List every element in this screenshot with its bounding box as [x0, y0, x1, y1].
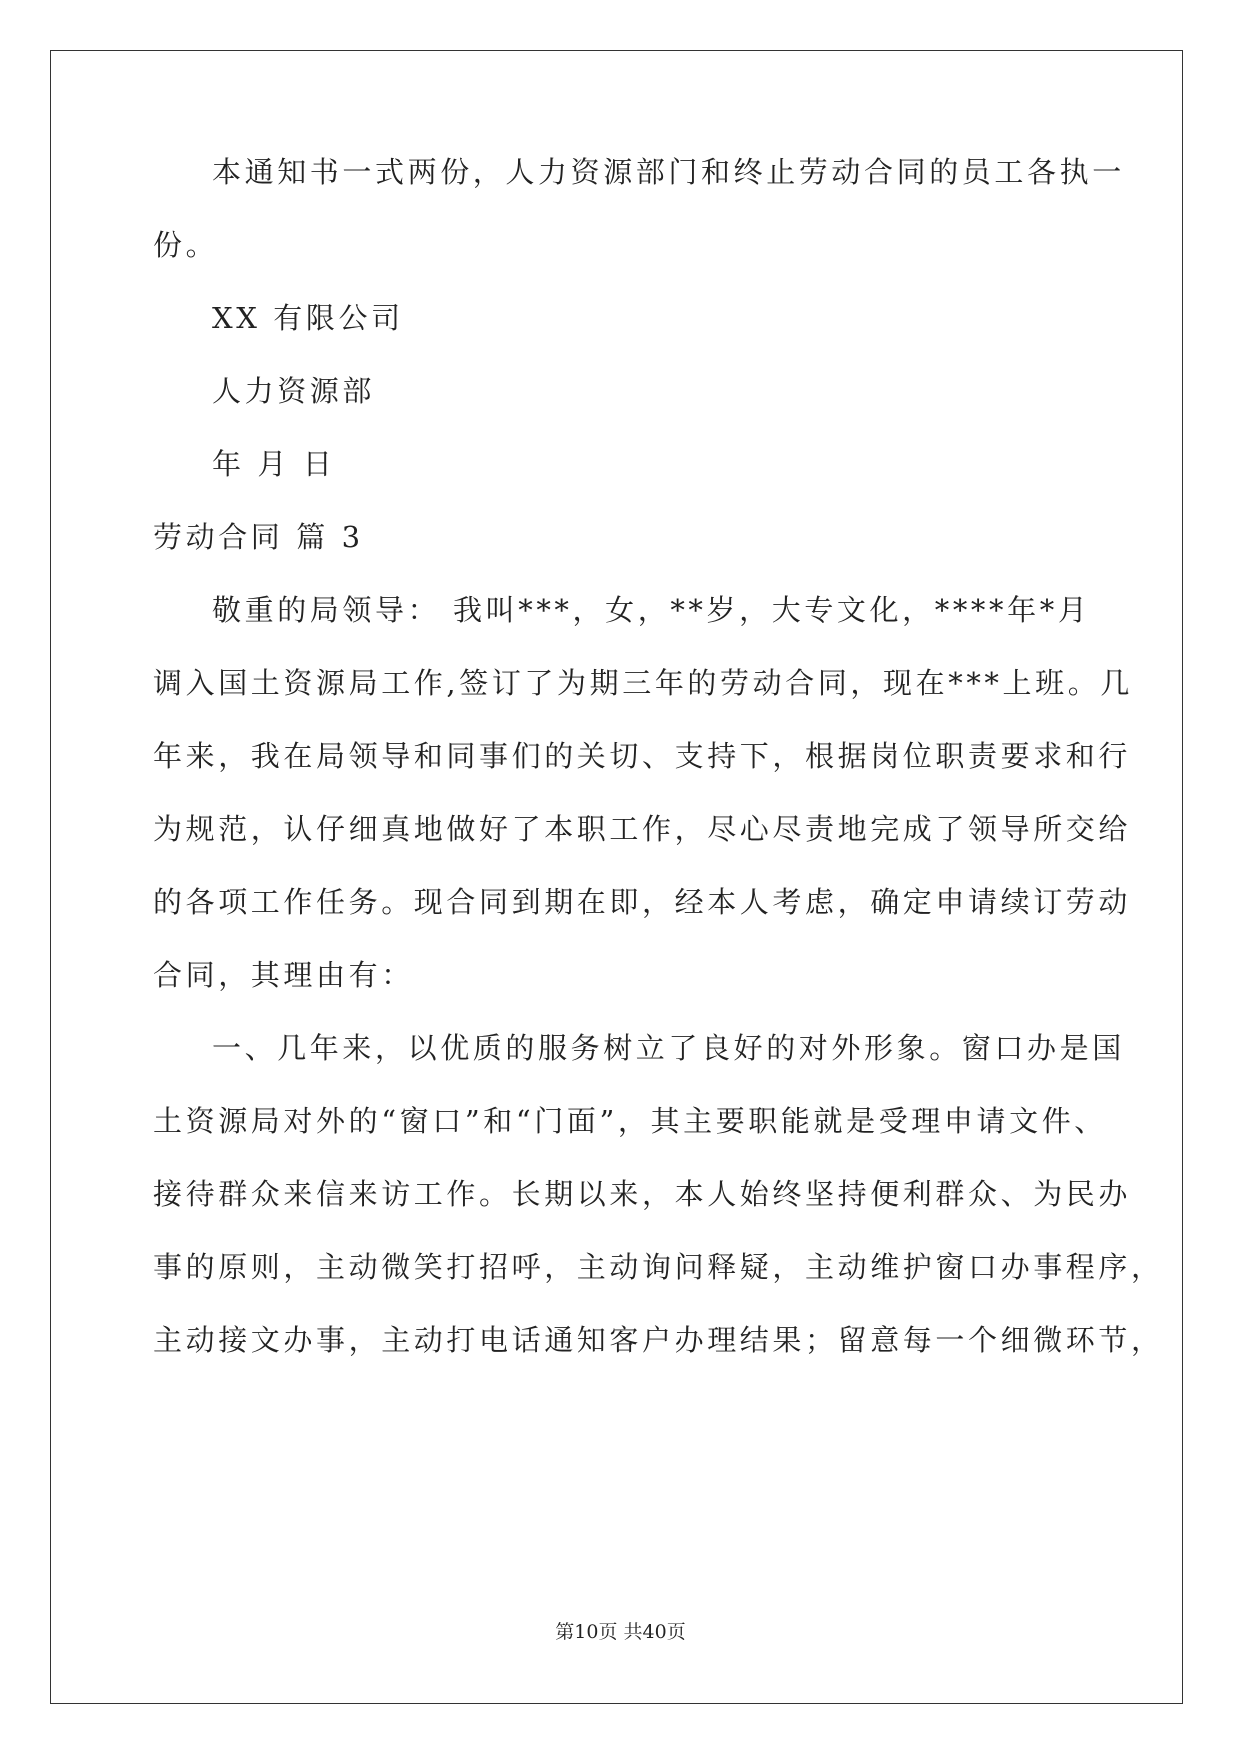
page-number-footer: 第10页 共40页 — [555, 1621, 686, 1643]
section-heading: 劳动合同 篇 3 — [153, 520, 364, 554]
paragraph-line: 合同，其理由有： — [153, 958, 414, 992]
paragraph-line: 调入国土资源局工作,签订了为期三年的劳动合同，现在***上班。几 — [153, 666, 1133, 700]
paragraph-line: 的各项工作任务。现合同到期在即，经本人考虑，确定申请续订劳动 — [153, 885, 1132, 919]
paragraph-line: 主动接文办事，主动打电话通知客户办理结果；留意每一个细微环节， — [153, 1323, 1164, 1357]
paragraph-line: 土资源局对外的“窗口”和“门面”，其主要职能就是受理申请文件、 — [153, 1104, 1107, 1138]
paragraph-line: 接待群众来信来访工作。长期以来，本人始终坚持便利群众、为民办 — [153, 1177, 1132, 1211]
paragraph-line: 年来，我在局领导和同事们的关切、支持下，根据岗位职责要求和行 — [153, 739, 1132, 773]
paragraph-line: 一、几年来，以优质的服务树立了良好的对外形象。窗口办是国 — [212, 1031, 1125, 1065]
company-name: XX 有限公司 — [212, 301, 404, 335]
paragraph-line: 份。 — [153, 228, 219, 262]
paragraph-line: 事的原则，主动微笑打招呼，主动询问释疑，主动维护窗口办事程序， — [153, 1250, 1164, 1284]
date-placeholder: 年 月 日 — [212, 447, 336, 481]
department-name: 人力资源部 — [212, 374, 376, 408]
paragraph-line: 本通知书一式两份，人力资源部门和终止劳动合同的员工各执一 — [212, 155, 1125, 189]
paragraph-line: 为规范，认仔细真地做好了本职工作，尽心尽责地完成了领导所交给 — [153, 812, 1132, 846]
paragraph-line: 敬重的局领导： 我叫***，女，**岁，大专文化，****年*月 — [212, 593, 1091, 627]
